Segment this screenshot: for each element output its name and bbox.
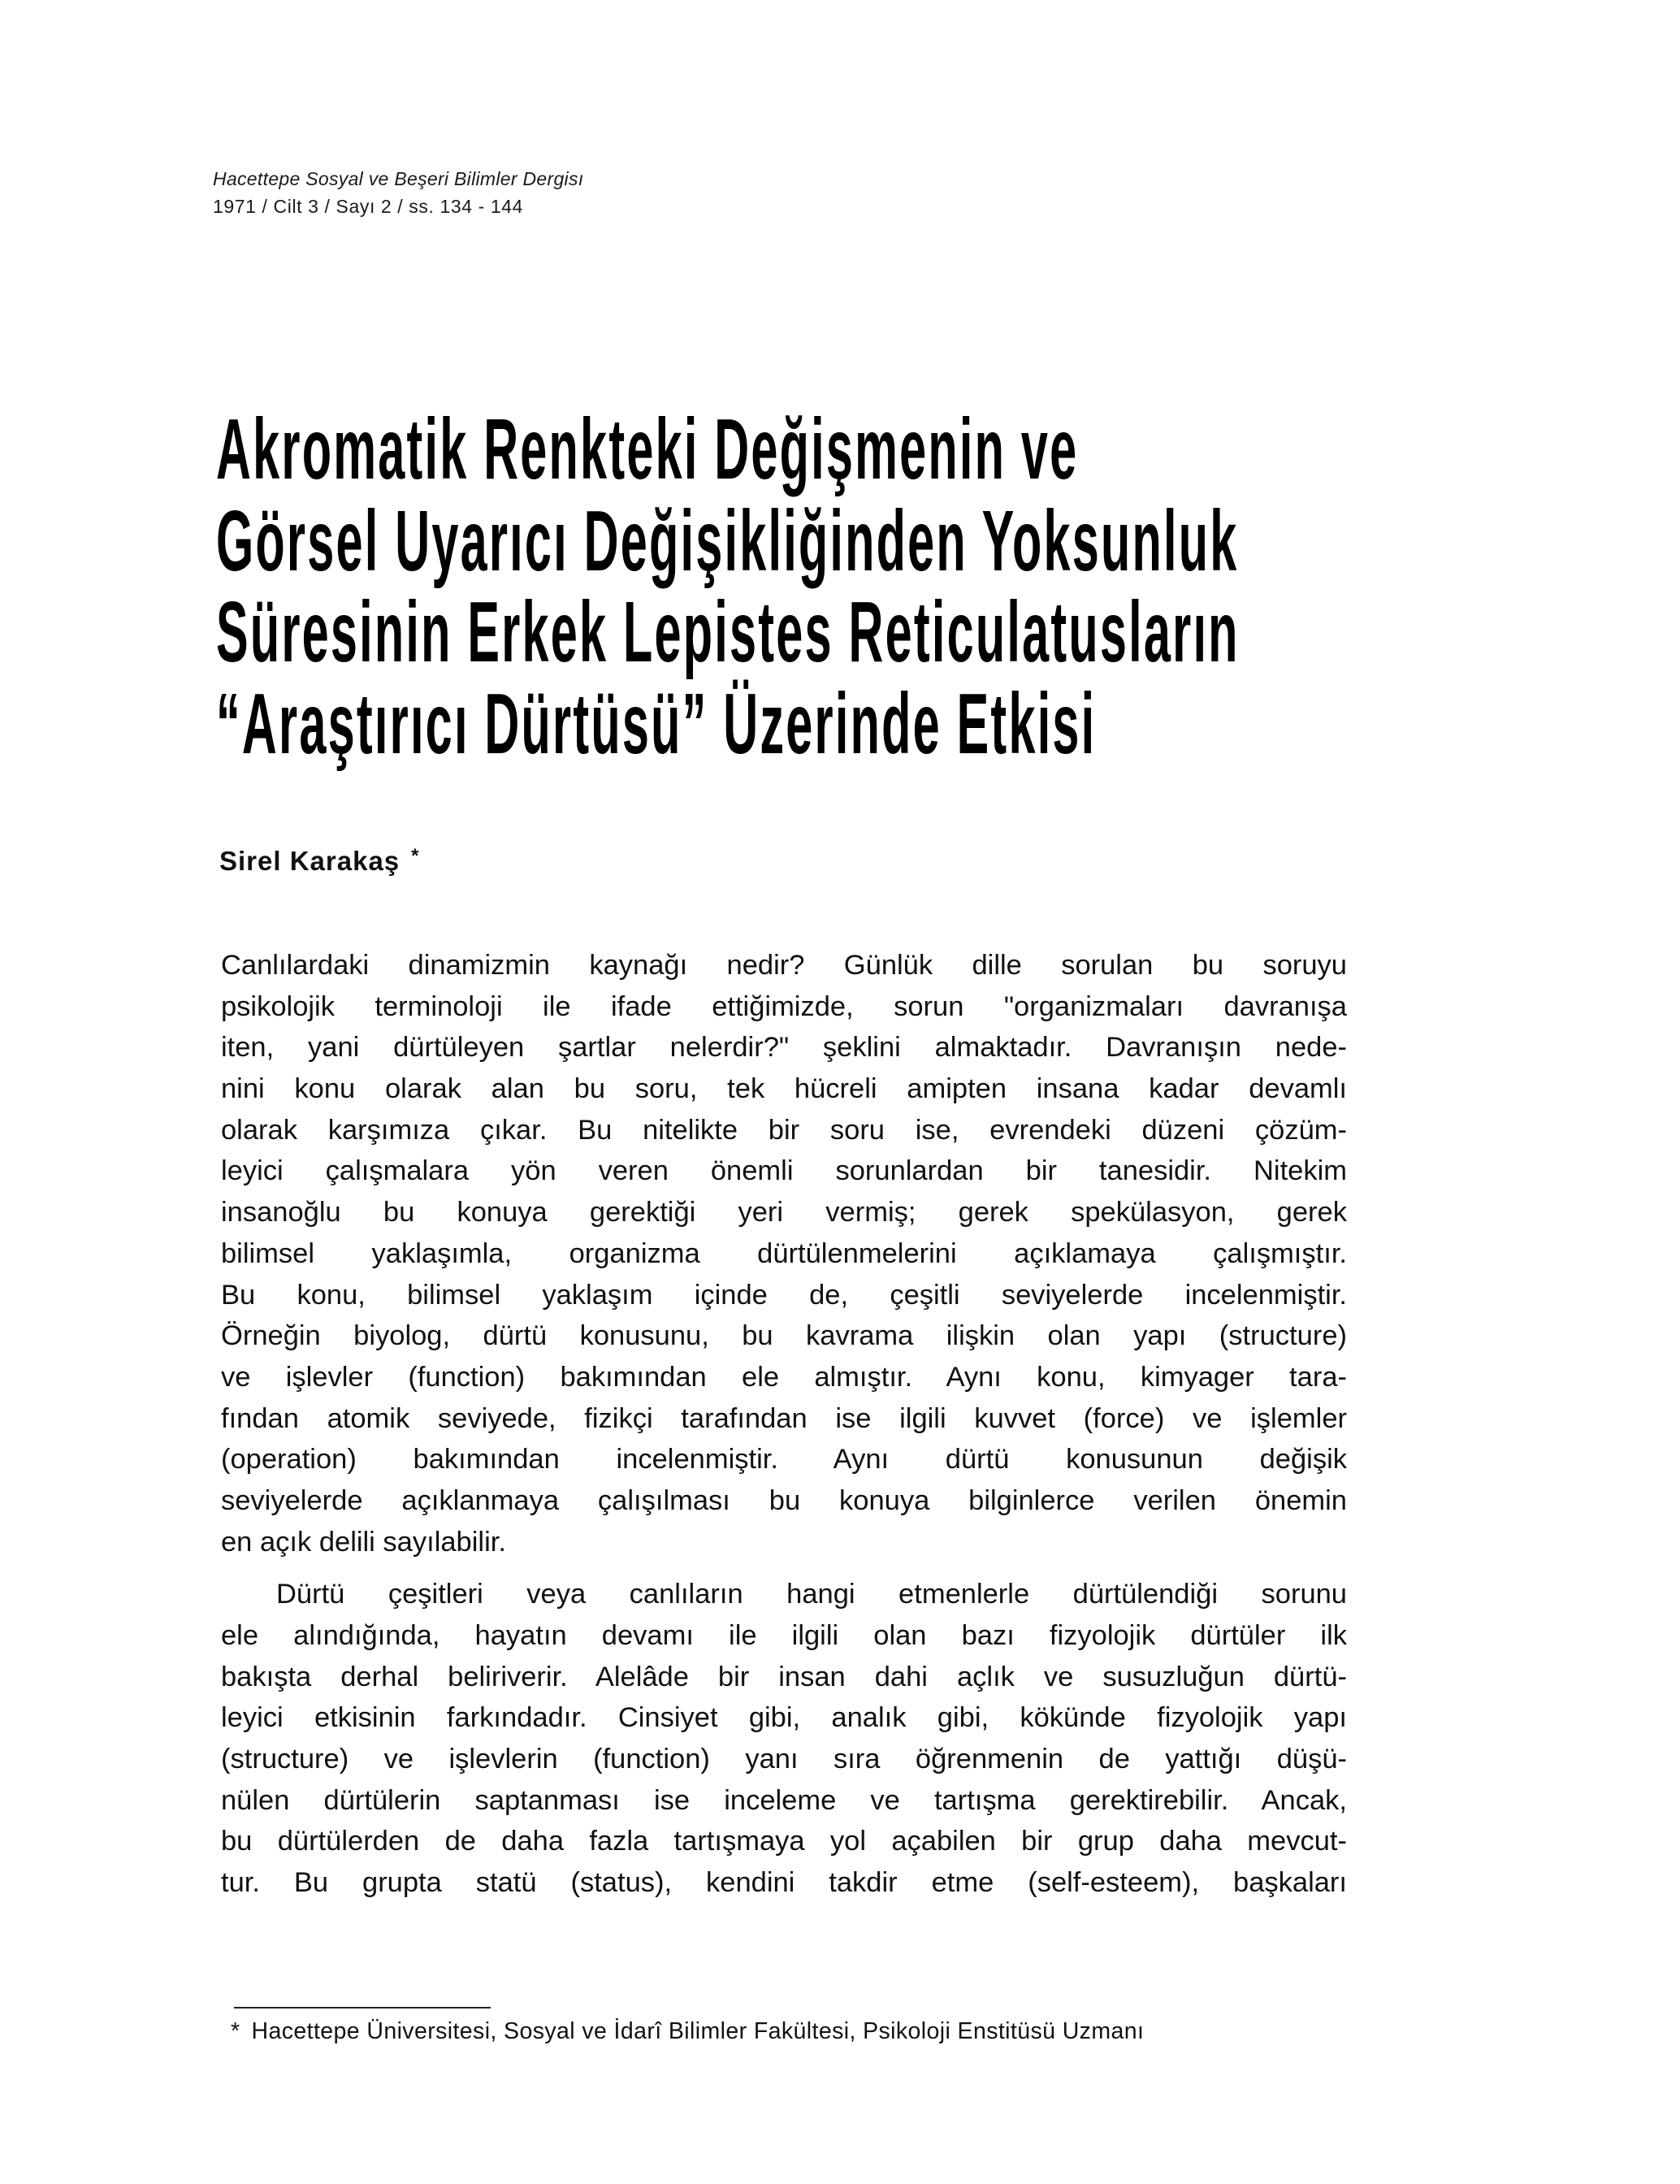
issue-info: 1971 / Cilt 3 / Sayı 2 / ss. 134 - 144 <box>213 196 524 217</box>
footnote <box>231 2018 1352 2045</box>
article-body <box>221 945 1347 1904</box>
title-line: Süresinin Erkek Lepistes Reticulatusların <box>216 584 1240 680</box>
text-line: seviyelerde açıklanmaya çalışılması bu konuya bilginlerce verilen önemin <box>221 1484 1347 1516</box>
text-line: bakışta derhal beliriverir. Alelâde bir insan dahi açlık ve susuzluğun dürtü- <box>221 1661 1347 1692</box>
footnote-mark: * <box>231 2018 240 2044</box>
text-line: bilimsel yaklaşımla, organizma dürtülenmelerini açıklamaya çalışmıştır. <box>221 1237 1347 1269</box>
text-line: bu dürtülerden de daha fazla tartışmaya yol açabilen bir grup daha mevcut- <box>221 1826 1347 1857</box>
journal-header <box>213 165 583 220</box>
footnote-text: Hacettepe Üniversitesi, Sosyal ve İdarî Bilimler Fakültesi, Psikoloji Enstitüsü Uzmanı <box>251 2018 1145 2044</box>
title-line: “Araştırıcı Dürtüsü” Üzerinde Etkisi <box>216 675 1097 772</box>
paragraph-2 <box>221 1574 1347 1904</box>
author-name: Sirel Karakaş <box>219 846 401 876</box>
paragraph-gap <box>221 1562 1347 1574</box>
author-line <box>219 845 420 877</box>
article-title <box>216 401 1370 772</box>
text-line: Örneğin biyolog, dürtü konusunu, bu kavrama ilişkin olan yapı (structure) <box>221 1320 1347 1352</box>
text-line: (operation) bakımından incelenmiştir. Aynı dürtü konusunun değişik <box>221 1444 1347 1476</box>
text-line: Dürtü çeşitleri veya canlıların hangi etmenlerle dürtülendiği sorunu <box>276 1579 1347 1610</box>
text-line: insanoğlu bu konuya gerektiği yeri vermiş; gerek spekülasyon, gerek <box>221 1197 1347 1228</box>
text-line: fından atomik seviyede, fizikçi tarafından ise ilgili kuvvet (force) ve işlemler <box>221 1402 1347 1434</box>
text-line: ele alındığında, hayatın devamı ile ilgili olan bazı fizyolojik dürtüler ilk <box>221 1620 1347 1651</box>
text-line: iten, yani dürtüleyen şartlar nelerdir?" şeklini almaktadır. Davranışın nede- <box>221 1032 1347 1064</box>
paragraph-1 <box>221 945 1347 1562</box>
footnote-divider <box>234 2007 491 2008</box>
text-line: nini konu olarak alan bu soru, tek hücreli amipten insana kadar devamlı <box>221 1073 1347 1105</box>
title-line: Akromatik Renkteki Değişmenin ve <box>216 401 1079 497</box>
text-line: tur. Bu grupta statü (status), kendini takdir etme (self-esteem), başkaları <box>221 1867 1347 1899</box>
text-line: (structure) ve işlevlerin (function) yanı sıra öğrenmenin de yattığı düşü- <box>221 1744 1347 1775</box>
text-line: Canlılardaki dinamizmin kaynağı nedir? Günlük dille sorulan bu soruyu <box>221 950 1347 981</box>
text-line: psikolojik terminoloji ile ifade ettiğimizde, sorun "organizmaları davranışa <box>221 990 1347 1022</box>
author-footnote-mark: * <box>411 845 420 867</box>
journal-name: Hacettepe Sosyal ve Beşeri Bilimler Dergisı <box>213 168 584 189</box>
title-line: Görsel Uyarıcı Değişikliğinden Yoksunluk <box>216 492 1239 589</box>
text-line: Bu konu, bilimsel yaklaşım içinde de, çeşitli seviyelerde incelenmiştir. <box>221 1279 1347 1311</box>
text-line: leyici çalışmalara yön veren önemli sorunlardan bir tanesidir. Nitekim <box>221 1155 1347 1187</box>
text-line: olarak karşımıza çıkar. Bu nitelikte bir soru ise, evrendeki düzeni çözüm- <box>221 1114 1347 1146</box>
text-line: ve işlevler (function) bakımından ele almıştır. Aynı konu, kimyager tara- <box>221 1361 1347 1393</box>
text-line: leyici etkisinin farkındadır. Cinsiyet gibi, analık gibi, kökünde fizyolojik yapı <box>221 1702 1347 1734</box>
text-line: en açık delili sayılabilir. <box>221 1526 506 1558</box>
text-line: nülen dürtülerin saptanması ise inceleme ve tartışma gerektirebilir. Ancak, <box>221 1784 1347 1816</box>
